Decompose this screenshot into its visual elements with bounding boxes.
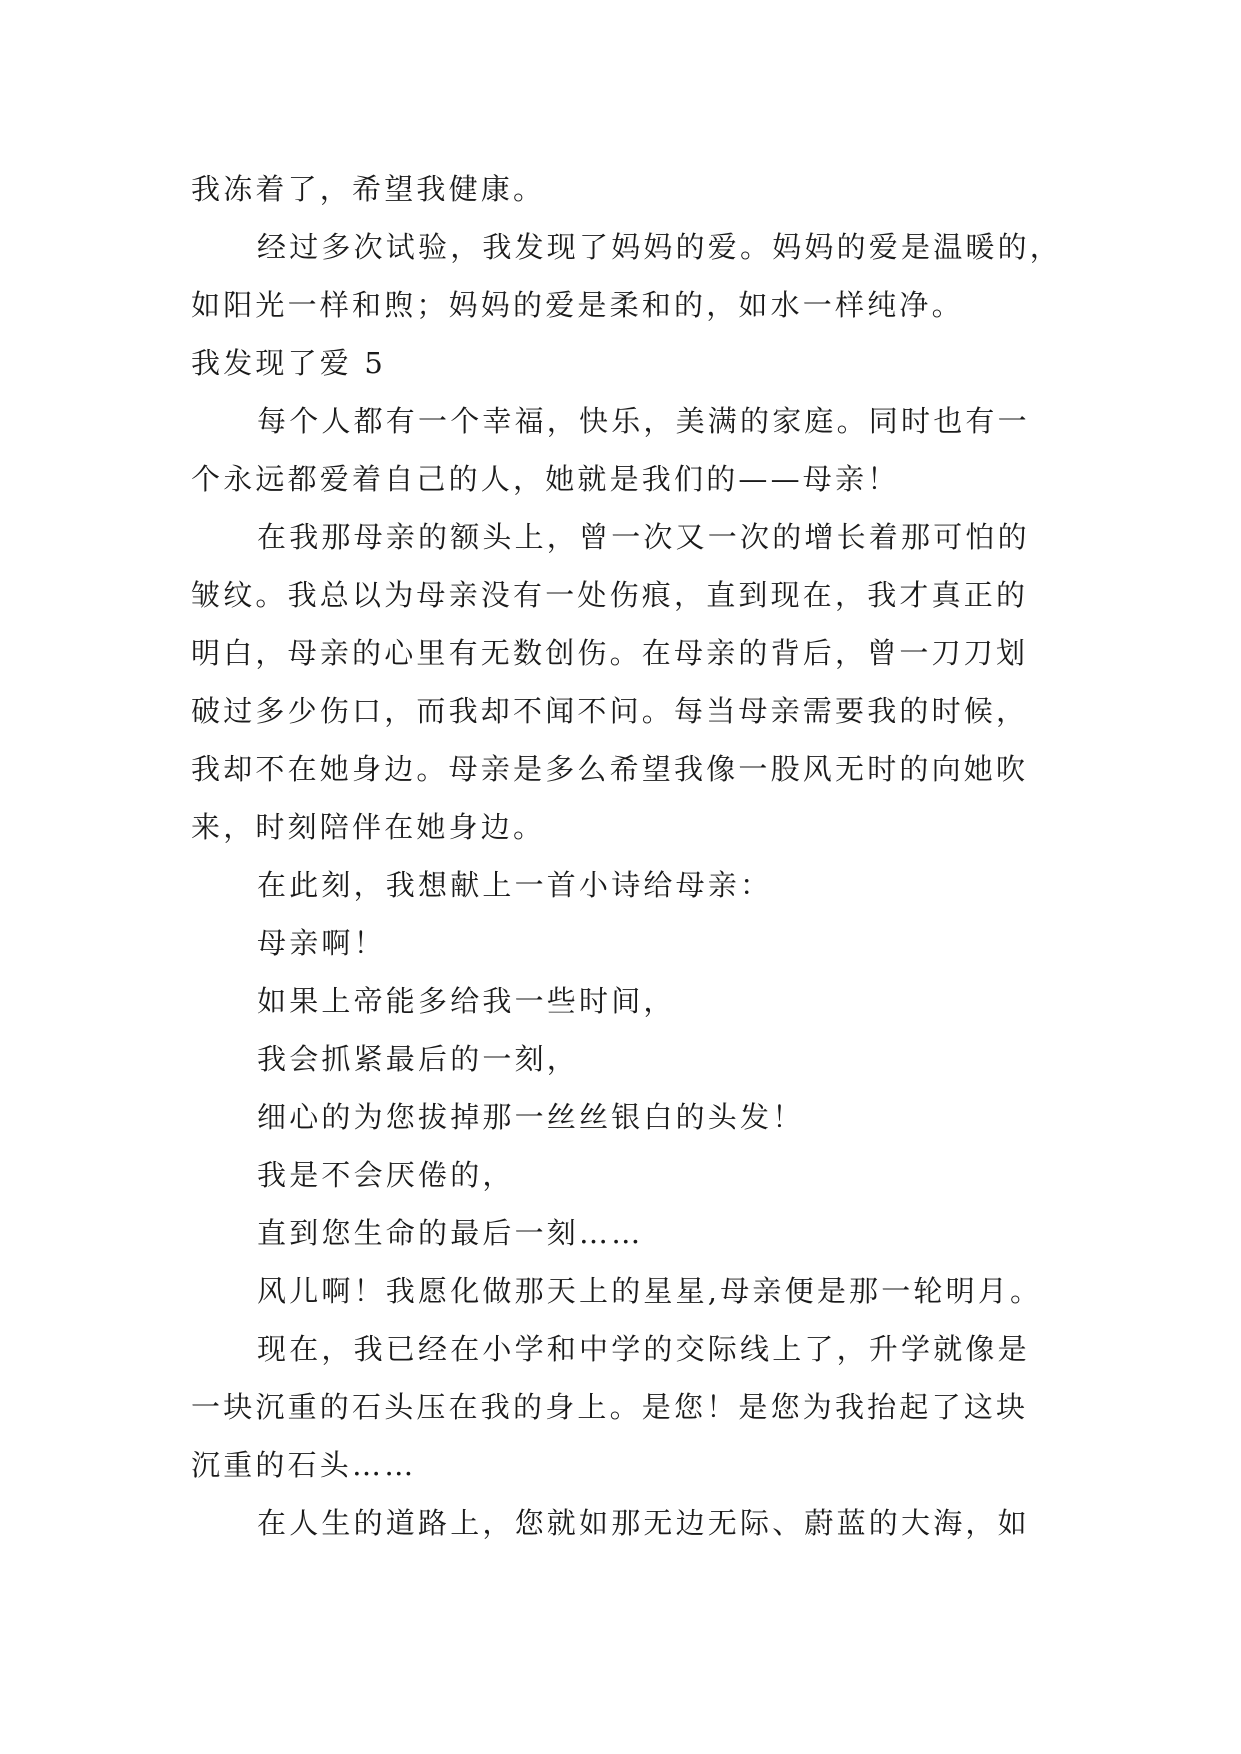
text-line: 沉重的石头……	[191, 1448, 417, 1482]
text-line: 在此刻，我想献上一首小诗给母亲：	[257, 868, 773, 902]
text-line: 我冻着了，希望我健康。	[191, 172, 546, 206]
poem-line: 直到您生命的最后一刻……	[257, 1216, 644, 1250]
text-line: 破过多少伤口，而我却不闻不问。每当母亲需要我的时候，	[191, 694, 1029, 728]
text-line: 皱纹。我总以为母亲没有一处伤痕，直到现在，我才真正的	[191, 578, 1029, 612]
poem-line: 我是不会厌倦的，	[257, 1158, 515, 1192]
text-line: 明白，母亲的心里有无数创伤。在母亲的背后，曾一刀刀划	[191, 636, 1029, 670]
poem-line: 我会抓紧最后的一刻，	[257, 1042, 580, 1076]
text-line: 每个人都有一个幸福，快乐，美满的家庭。同时也有一	[257, 404, 1030, 438]
document-body	[191, 160, 1071, 1552]
section-heading: 我发现了爱 5	[191, 346, 387, 380]
text-line: 经过多次试验，我发现了妈妈的爱。妈妈的爱是温暖的，	[257, 230, 1063, 264]
text-line: 如阳光一样和煦；妈妈的爱是柔和的，如水一样纯净。	[191, 288, 964, 322]
poem-line: 如果上帝能多给我一些时间，	[257, 984, 676, 1018]
text-line: 现在，我已经在小学和中学的交际线上了，升学就像是	[257, 1332, 1030, 1366]
text-line: 风儿啊！我愿化做那天上的星星,母亲便是那一轮明月。	[257, 1274, 1043, 1308]
poem-line: 细心的为您拔掉那一丝丝银白的头发！	[257, 1100, 805, 1134]
text-line: 我却不在她身边。母亲是多么希望我像一股风无时的向她吹	[191, 752, 1029, 786]
text-line: 在人生的道路上，您就如那无边无际、蔚蓝的大海，如	[257, 1506, 1030, 1540]
text-line: 在我那母亲的额头上，曾一次又一次的增长着那可怕的	[257, 520, 1030, 554]
text-line: 个永远都爱着自己的人，她就是我们的——母亲！	[191, 462, 900, 496]
poem-line: 母亲啊！	[257, 926, 386, 960]
text-line: 一块沉重的石头压在我的身上。是您！是您为我抬起了这块	[191, 1390, 1029, 1424]
text-line: 来，时刻陪伴在她身边。	[191, 810, 546, 844]
